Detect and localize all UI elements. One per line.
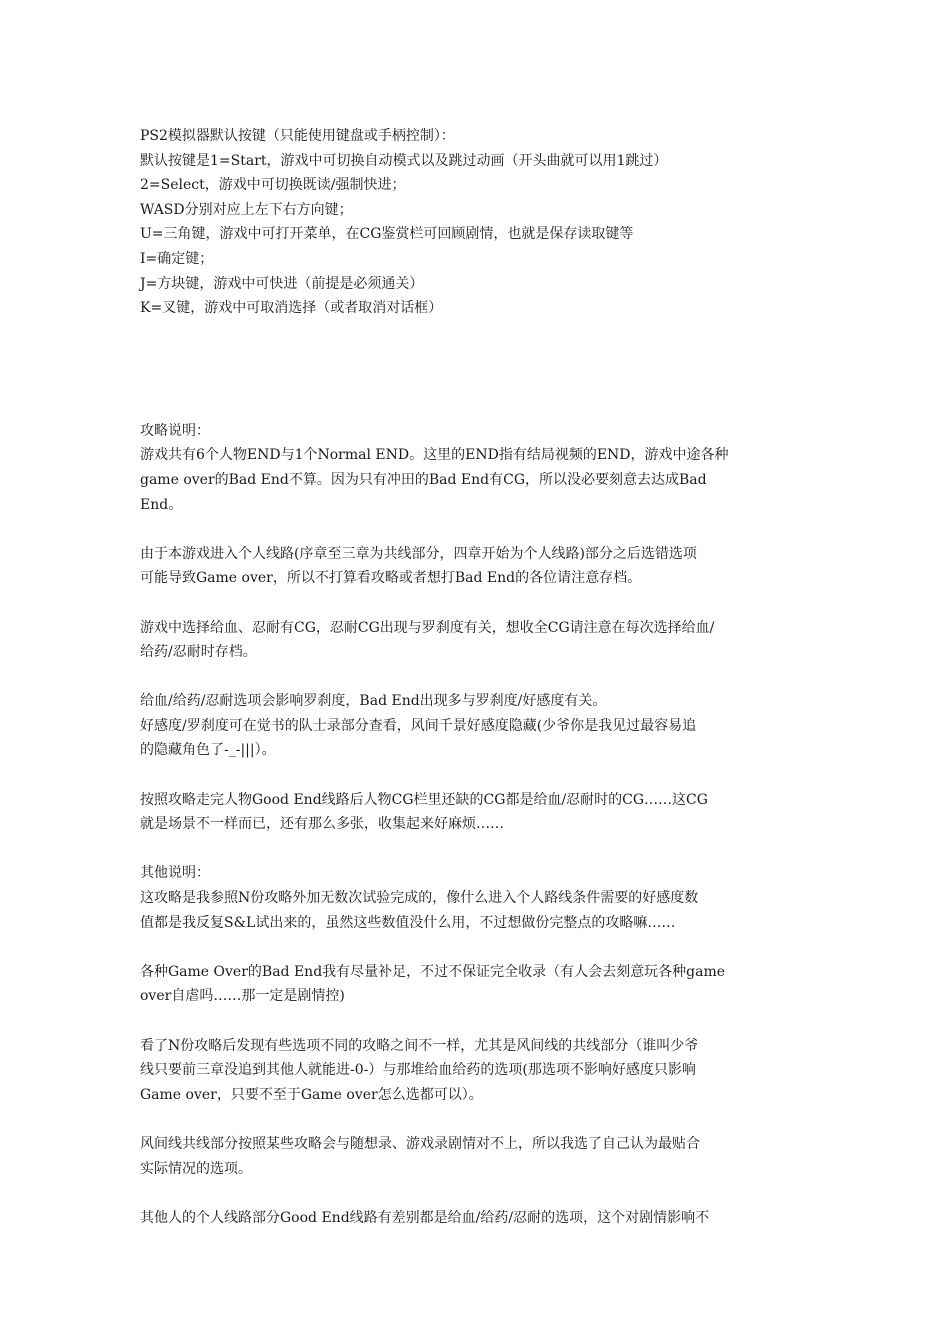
paragraph-line: End。 [140, 496, 183, 513]
paragraph-line: 实际情况的选项。 [140, 1160, 252, 1177]
controls-line: WASD分别对应上左下右方向键； [140, 201, 353, 218]
controls-line: U=三角键，游戏中可打开菜单，在CG鉴赏栏可回顾剧情，也就是保存读取键等 [140, 226, 634, 243]
paragraph-line: 各种Game Over的Bad End我有尽量补足，不过不保证完全收录（有人会去刻意玩各种game [140, 963, 726, 980]
paragraph-spacer [140, 517, 812, 542]
paragraph-line: 就是场景不一样而已，还有那么多张，收集起来好麻烦…… [140, 816, 504, 833]
document-page [140, 124, 812, 1230]
controls-line: J=方块键，游戏中可快进（前提是必须通关） [140, 275, 424, 292]
paragraph-spacer [140, 1009, 812, 1034]
paragraph-spacer [140, 837, 812, 862]
paragraph-spacer [140, 665, 812, 690]
paragraph-line: 给血/给药/忍耐选项会影响罗刹度，Bad End出现多与罗刹度/好感度有关。 [140, 693, 607, 710]
paragraph-line: Game over，只要不至于Game over怎么选都可以）。 [140, 1086, 483, 1103]
paragraph-line: 可能导致Game over，所以不打算看攻略或者想打Bad End的各位请注意存档。 [140, 570, 642, 587]
paragraph-line: 值都是我反复S&L试出来的，虽然这些数值没什么用，不过想做份完整点的攻略嘛…… [140, 914, 676, 931]
controls-heading: PS2模拟器默认按键（只能使用键盘或手柄控制）： [140, 128, 455, 144]
paragraph-line: game over的Bad End不算。因为只有冲田的Bad End有CG，所以没必要刻意去达成Bad [140, 471, 707, 488]
controls-line: 默认按键是1=Start，游戏中可切换自动模式以及跳过动画（开头曲就可以用1跳过） [140, 152, 668, 169]
guide-paragraph [140, 542, 812, 591]
paragraph-spacer [140, 591, 812, 616]
other-intro-paragraph [140, 861, 812, 935]
other-paragraph [140, 960, 812, 1009]
guide-heading: 攻略说明： [140, 422, 210, 439]
other-heading: 其他说明： [140, 865, 210, 882]
controls-line: I=确定键； [140, 250, 214, 267]
other-paragraph [140, 1206, 812, 1231]
controls-section [140, 124, 812, 321]
paragraph-line: 由于本游戏进入个人线路(序章至三章为共线部分，四章开始为个人线路)部分之后选错选项 [140, 545, 697, 562]
guide-paragraph [140, 689, 812, 763]
controls-line: K=叉键，游戏中可取消选择（或者取消对话框） [140, 300, 443, 317]
other-paragraph [140, 1132, 812, 1181]
paragraph-line: 游戏共有6个人物END与1个Normal END。这里的END指有结局视频的END，游戏中途各种 [140, 447, 729, 464]
paragraph-line: 的隐藏角色了-_-|||）。 [140, 742, 276, 759]
paragraph-line: 按照攻略走完人物Good End线路后人物CG栏里还缺的CG都是给血/忍耐时的CG……这CG [140, 791, 708, 808]
controls-line: 2=Select，游戏中可切换既读/强制快进； [140, 177, 406, 194]
paragraph-line: 线只要前三章没追到其他人就能进-0-）与那堆给血给药的选项(那选项不影响好感度只影响 [140, 1062, 696, 1079]
paragraph-spacer [140, 1107, 812, 1132]
paragraph-line: 好感度/罗刹度可在觉书的队士录部分查看，风间千景好感度隐藏(少爷你是我见过最容易追 [140, 717, 697, 734]
paragraph-line: 给药/忍耐时存档。 [140, 644, 257, 661]
other-paragraph [140, 1034, 812, 1108]
paragraph-line: 风间线共线部分按照某些攻略会与随想录、游戏录剧情对不上，所以我选了自己认为最贴合 [140, 1135, 700, 1152]
paragraph-line: 游戏中选择给血、忍耐有CG，忍耐CG出现与罗刹度有关，想收全CG请注意在每次选择给血/ [140, 619, 715, 636]
paragraph-spacer [140, 935, 812, 960]
paragraph-spacer [140, 1181, 812, 1206]
guide-paragraph [140, 616, 812, 665]
guide-intro-paragraph [140, 419, 812, 517]
paragraph-spacer [140, 763, 812, 788]
paragraph-line: 看了N份攻略后发现有些选项不同的攻略之间不一样，尤其是风间线的共线部分（谁叫少爷 [140, 1037, 699, 1054]
paragraph-line: 这攻略是我参照N份攻略外加无数次试验完成的，像什么进入个人路线条件需要的好感度数 [140, 890, 699, 907]
paragraph-line: 其他人的个人线路部分Good End线路有差别都是给血/给药/忍耐的选项，这个对剧情影响不 [140, 1209, 710, 1226]
paragraph-line: over自虐吗……那一定是剧情控) [140, 988, 345, 1005]
section-spacer [140, 321, 812, 419]
guide-paragraph [140, 788, 812, 837]
